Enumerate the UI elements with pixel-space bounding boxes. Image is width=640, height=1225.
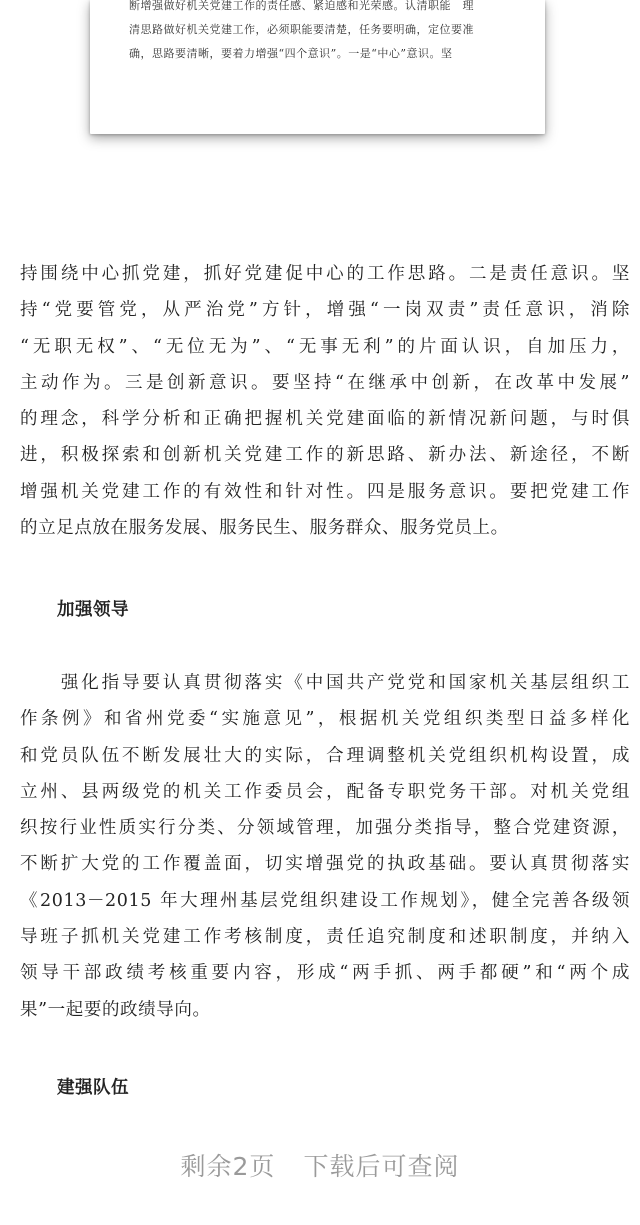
preview-page-card	[90, 0, 545, 134]
paragraph-line: 和党员队伍不断发展壮大的实际，合理调整机关党组织机构设置，成	[20, 745, 630, 766]
paragraph-2	[20, 665, 630, 1028]
paragraph-line: 领导干部政绩考核重要内容，形成“两手抓、两手都硬”和“两个成	[20, 963, 630, 984]
preview-line: 断增强做好机关党建工作的责任感、紧迫感和光荣感。认清职能 理	[129, 0, 474, 12]
paragraph-line: 导班子抓机关党建工作考核制度，责任追究制度和述职制度，并纳入	[20, 927, 630, 948]
paragraph-1	[20, 256, 630, 546]
paragraph-line: 进，积极探索和创新机关党建工作的新思路、新办法、新途径，不断	[20, 445, 630, 466]
section-heading-team: 建强队伍	[57, 1078, 129, 1098]
paragraph-line: 作条例》和省州党委“实施意见”，根据机关党组织类型日益多样化	[20, 709, 630, 730]
download-prompt-text: 下载后可查阅	[303, 1152, 460, 1181]
paragraph-line: 织按行业性质实行分类、分领域管理，加强分类指导，整合党建资源，	[20, 818, 630, 839]
paragraph-line: 持围绕中心抓党建，抓好党建促中心的工作思路。二是责任意识。坚	[20, 264, 630, 284]
paragraph-line: 果”一起要的政绩导向。	[20, 999, 211, 1020]
remaining-pages-text: 剩余2页	[180, 1152, 276, 1181]
download-to-read-more-button[interactable]	[0, 1140, 640, 1190]
paragraph-line: 《2013－2015 年大理州基层党组织建设工作规划》，健全完善各级领	[20, 890, 630, 911]
section-heading-lead: 加强领导	[57, 600, 129, 620]
preview-line: 确，思路要清晰，要着力增强“四个意识”。一是“中心”意识。坚	[129, 47, 453, 60]
paragraph-line: 持“党要管党，从严治党”方针，增强“一岗双责”责任意识，消除	[20, 300, 630, 321]
preview-text	[129, 0, 515, 66]
paragraph-line: “无职无权”、“无位无为”、“无事无利”的片面认识，自加压力，	[20, 336, 630, 357]
preview-line: 清思路做好机关党建工作，必须职能要清楚，任务要明确，定位要准	[129, 23, 474, 36]
paragraph-line: 立州、县两级党的机关工作委员会，配备专职党务干部。对机关党组	[20, 781, 630, 802]
paragraph-line: 不断扩大党的工作覆盖面，切实增强党的执政基础。要认真贯彻落实	[20, 854, 630, 875]
paragraph-line: 强化指导要认真贯彻落实《中国共产党党和国家机关基层组织工	[20, 673, 630, 693]
paragraph-line: 增强机关党建工作的有效性和针对性。四是服务意识。要把党建工作	[20, 481, 630, 502]
paragraph-line: 的理念，科学分析和正确把握机关党建面临的新情况新问题，与时俱	[20, 409, 630, 430]
paragraph-line: 的立足点放在服务发展、服务民生、服务群众、服务党员上。	[20, 518, 509, 539]
paragraph-line: 主动作为。三是创新意识。要坚持“在继承中创新，在改革中发展”	[20, 372, 630, 393]
